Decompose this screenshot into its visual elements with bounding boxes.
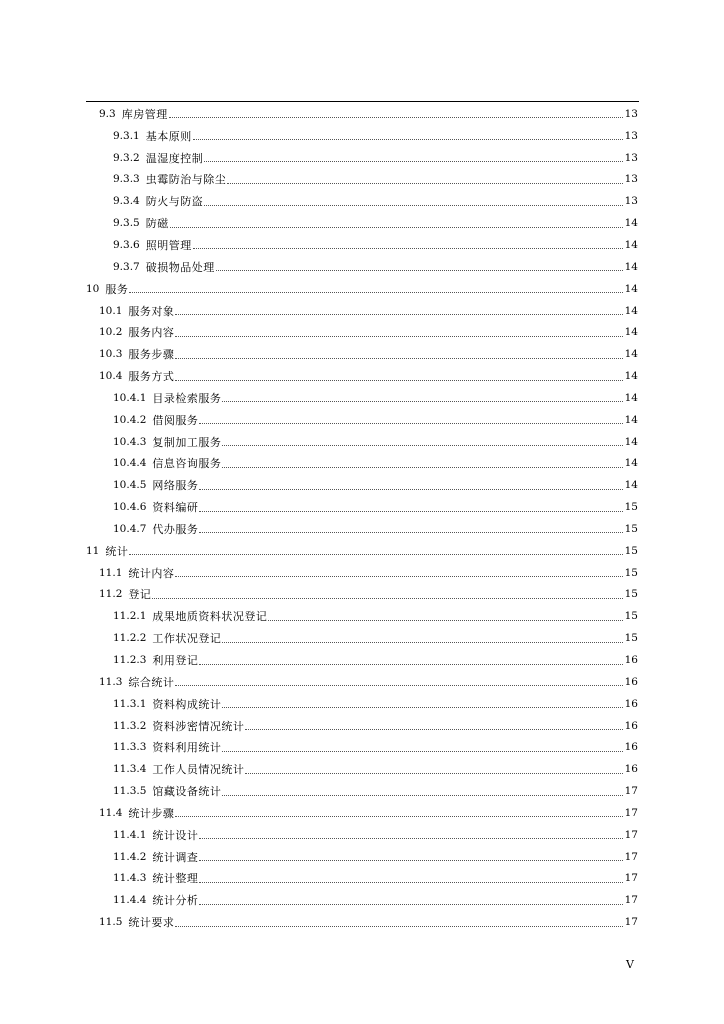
toc-section-number: 11.3.2 xyxy=(113,719,147,732)
header-rule xyxy=(86,101,639,102)
toc-section-title: 资料编研 xyxy=(152,501,199,515)
toc-dot-leader xyxy=(170,215,623,228)
toc-entry-link[interactable] xyxy=(113,605,638,627)
toc-page-number: 17 xyxy=(624,850,638,863)
toc-entry-link[interactable] xyxy=(99,802,638,824)
toc-page-number: 16 xyxy=(624,763,638,776)
toc-dot-leader xyxy=(175,324,623,337)
toc-row xyxy=(0,846,724,868)
toc-dot-leader xyxy=(193,236,623,249)
toc-entry-link[interactable] xyxy=(113,474,638,496)
toc-section-number: 11.4.3 xyxy=(113,872,147,885)
toc-row xyxy=(0,496,724,518)
toc-row xyxy=(0,103,724,125)
toc-entry-link[interactable] xyxy=(113,518,638,540)
toc-row xyxy=(0,518,724,540)
toc-dot-leader xyxy=(199,652,623,665)
toc-section-title: 资料涉密情况统计 xyxy=(152,719,245,733)
toc-row xyxy=(0,780,724,802)
toc-dot-leader xyxy=(175,368,623,381)
toc-section-title: 工作状况登记 xyxy=(152,632,222,646)
toc-dot-leader xyxy=(175,564,623,577)
toc-page-number: 15 xyxy=(624,566,638,579)
toc-entry-link[interactable] xyxy=(113,758,638,780)
toc-dot-leader xyxy=(152,586,623,599)
toc-row xyxy=(0,758,724,780)
toc-section-number: 11.4.1 xyxy=(113,828,147,841)
toc-entry-link[interactable] xyxy=(113,453,638,475)
toc-section-title: 统计要求 xyxy=(128,916,175,930)
toc-page-number: 17 xyxy=(624,872,638,885)
toc-entry-link[interactable] xyxy=(113,736,638,758)
toc-row xyxy=(0,365,724,387)
toc-dot-leader xyxy=(199,499,623,512)
toc-section-number: 9.3.2 xyxy=(113,151,140,164)
toc-entry-link[interactable] xyxy=(113,715,638,737)
toc-dot-leader xyxy=(227,171,623,184)
toc-row xyxy=(0,278,724,300)
toc-section-title: 库房管理 xyxy=(121,107,168,121)
toc-section-number: 10.4.6 xyxy=(113,501,147,514)
toc-page-number: 14 xyxy=(624,260,638,273)
toc-dot-leader xyxy=(199,826,623,839)
toc-page-number: 15 xyxy=(624,632,638,645)
toc-section-number: 11.3.4 xyxy=(113,763,147,776)
toc-row xyxy=(0,387,724,409)
toc-section-number: 10.2 xyxy=(99,326,123,339)
toc-section-number: 11.2 xyxy=(99,588,123,601)
toc-section-number: 11.2.3 xyxy=(113,654,147,667)
toc-page-number: 14 xyxy=(624,457,638,470)
toc-row xyxy=(0,824,724,846)
toc-dot-leader xyxy=(268,608,623,621)
toc-page-number: 14 xyxy=(624,304,638,317)
toc-page-number: 14 xyxy=(624,326,638,339)
toc-page-number: 17 xyxy=(624,916,638,929)
toc-section-number: 9.3.6 xyxy=(113,238,140,251)
toc-entry-link[interactable] xyxy=(113,409,638,431)
toc-row xyxy=(0,300,724,322)
toc-section-number: 9.3.3 xyxy=(113,173,140,186)
toc-row xyxy=(0,321,724,343)
toc-page-number: 15 xyxy=(624,544,638,557)
toc-page-number: 14 xyxy=(624,282,638,295)
toc-section-title: 目录检索服务 xyxy=(152,391,222,405)
toc-dot-leader xyxy=(175,302,623,315)
toc-section-number: 10.4 xyxy=(99,370,123,383)
toc-section-title: 温湿度控制 xyxy=(145,151,204,165)
toc-section-number: 10 xyxy=(86,282,100,295)
toc-section-title: 利用登记 xyxy=(152,654,199,668)
toc-page-number: 17 xyxy=(624,894,638,907)
toc-section-title: 借阅服务 xyxy=(152,413,199,427)
toc-row xyxy=(0,256,724,278)
toc-section-title: 服务内容 xyxy=(128,326,175,340)
toc-section-number: 11.4.4 xyxy=(113,894,147,907)
toc-section-title: 工作人员情况统计 xyxy=(152,763,245,777)
toc-entry-link[interactable] xyxy=(99,103,638,125)
toc-section-title: 资料构成统计 xyxy=(152,697,222,711)
toc-entry-link[interactable] xyxy=(86,540,638,562)
toc-row xyxy=(0,889,724,911)
toc-entry-link[interactable] xyxy=(99,321,638,343)
toc-dot-leader xyxy=(129,542,623,555)
toc-entry-link[interactable] xyxy=(99,300,638,322)
toc-section-title: 服务 xyxy=(105,282,129,296)
toc-section-title: 登记 xyxy=(128,588,152,602)
toc-dot-leader xyxy=(175,673,623,686)
toc-row xyxy=(0,431,724,453)
toc-entry-link[interactable] xyxy=(113,496,638,518)
toc-page-number: 17 xyxy=(624,785,638,798)
toc-entry-link[interactable] xyxy=(113,234,638,256)
toc-page-number: 14 xyxy=(624,348,638,361)
toc-page-number: 16 xyxy=(624,719,638,732)
toc-entry-link[interactable] xyxy=(113,190,638,212)
toc-row xyxy=(0,343,724,365)
toc-entry-link[interactable] xyxy=(99,671,638,693)
toc-row xyxy=(0,605,724,627)
toc-section-number: 9.3 xyxy=(99,107,116,120)
toc-dot-leader xyxy=(222,630,623,643)
toc-row xyxy=(0,868,724,890)
toc-entry-link[interactable] xyxy=(113,780,638,802)
toc-page-number: 14 xyxy=(624,413,638,426)
toc-dot-leader xyxy=(222,389,623,402)
toc-section-number: 10.4.5 xyxy=(113,479,147,492)
toc-page-number: 17 xyxy=(624,828,638,841)
toc-section-title: 虫霉防治与除尘 xyxy=(145,173,227,187)
toc-dot-leader xyxy=(222,455,623,468)
toc-section-number: 11.2.1 xyxy=(113,610,147,623)
toc-section-number: 11.3.1 xyxy=(113,697,147,710)
toc-page-number: 14 xyxy=(624,370,638,383)
toc-dot-leader xyxy=(199,870,623,883)
toc-dot-leader xyxy=(204,193,623,206)
toc-row xyxy=(0,736,724,758)
toc-section-title: 网络服务 xyxy=(152,479,199,493)
toc-page-number: 13 xyxy=(624,107,638,120)
toc-section-title: 馆藏设备统计 xyxy=(152,785,222,799)
toc-row xyxy=(0,693,724,715)
toc-entry-link[interactable] xyxy=(99,584,638,606)
toc-entry-link[interactable] xyxy=(99,343,638,365)
table-of-contents xyxy=(0,103,724,933)
toc-row xyxy=(0,409,724,431)
toc-row xyxy=(0,671,724,693)
toc-section-number: 11.4.2 xyxy=(113,850,147,863)
toc-entry-link[interactable] xyxy=(99,562,638,584)
toc-section-number: 10.4.2 xyxy=(113,413,147,426)
toc-row xyxy=(0,190,724,212)
toc-section-title: 防磁 xyxy=(145,217,169,231)
toc-section-number: 10.4.4 xyxy=(113,457,147,470)
toc-section-title: 照明管理 xyxy=(145,238,192,252)
toc-dot-leader xyxy=(216,258,623,271)
toc-section-number: 10.4.7 xyxy=(113,522,147,535)
toc-page-number: 14 xyxy=(624,391,638,404)
toc-page-number: 17 xyxy=(624,806,638,819)
toc-section-number: 11.1 xyxy=(99,566,123,579)
toc-section-number: 10.4.3 xyxy=(113,435,147,448)
toc-section-number: 10.3 xyxy=(99,348,123,361)
toc-page-number: 16 xyxy=(624,741,638,754)
toc-section-number: 9.3.1 xyxy=(113,129,140,142)
toc-row xyxy=(0,453,724,475)
toc-section-title: 统计整理 xyxy=(152,872,199,886)
toc-entry-link[interactable] xyxy=(113,868,638,890)
toc-entry-link[interactable] xyxy=(86,278,638,300)
toc-page-number: 13 xyxy=(624,195,638,208)
toc-dot-leader xyxy=(204,149,623,162)
toc-entry-link[interactable] xyxy=(113,387,638,409)
toc-entry-link[interactable] xyxy=(113,212,638,234)
toc-entry-link[interactable] xyxy=(113,846,638,868)
toc-dot-leader xyxy=(193,127,623,140)
toc-section-title: 统计分析 xyxy=(152,894,199,908)
toc-row xyxy=(0,911,724,933)
toc-section-number: 11.2.2 xyxy=(113,632,147,645)
toc-page-number: 15 xyxy=(624,522,638,535)
toc-row xyxy=(0,234,724,256)
toc-row xyxy=(0,212,724,234)
toc-section-title: 统计设计 xyxy=(152,828,199,842)
toc-section-number: 9.3.4 xyxy=(113,195,140,208)
toc-row xyxy=(0,715,724,737)
toc-page-number: 15 xyxy=(624,501,638,514)
toc-entry-link[interactable] xyxy=(113,256,638,278)
toc-dot-leader xyxy=(222,783,623,796)
toc-section-title: 防火与防盗 xyxy=(145,195,204,209)
toc-dot-leader xyxy=(175,914,623,927)
toc-section-number: 11.3 xyxy=(99,675,123,688)
toc-section-number: 11.3.3 xyxy=(113,741,147,754)
toc-dot-leader xyxy=(222,695,623,708)
toc-section-number: 11.4 xyxy=(99,806,123,819)
toc-page-number: 15 xyxy=(624,610,638,623)
toc-page-number: 14 xyxy=(624,238,638,251)
toc-entry-link[interactable] xyxy=(99,911,638,933)
toc-dot-leader xyxy=(199,477,623,490)
toc-dot-leader xyxy=(245,761,623,774)
toc-row xyxy=(0,584,724,606)
toc-page-number: 16 xyxy=(624,697,638,710)
toc-page-number: 14 xyxy=(624,479,638,492)
toc-row xyxy=(0,125,724,147)
toc-entry-link[interactable] xyxy=(113,125,638,147)
toc-section-title: 复制加工服务 xyxy=(152,435,222,449)
toc-dot-leader xyxy=(199,848,623,861)
toc-dot-leader xyxy=(199,411,623,424)
toc-section-title: 信息咨询服务 xyxy=(152,457,222,471)
toc-section-title: 服务步骤 xyxy=(128,348,175,362)
toc-dot-leader xyxy=(175,804,623,817)
toc-section-number: 11 xyxy=(86,544,100,557)
toc-section-title: 综合统计 xyxy=(128,675,175,689)
toc-section-title: 统计 xyxy=(105,544,129,558)
toc-dot-leader xyxy=(222,739,623,752)
toc-section-title: 破损物品处理 xyxy=(145,260,215,274)
toc-page-number: 13 xyxy=(624,151,638,164)
toc-dot-leader xyxy=(175,346,623,359)
toc-page-number: 14 xyxy=(624,217,638,230)
toc-row xyxy=(0,649,724,671)
toc-dot-leader xyxy=(245,717,623,730)
toc-section-title: 资料利用统计 xyxy=(152,741,222,755)
toc-page-number: 15 xyxy=(624,588,638,601)
toc-dot-leader xyxy=(199,520,623,533)
toc-section-number: 9.3.7 xyxy=(113,260,140,273)
toc-row xyxy=(0,147,724,169)
toc-entry-link[interactable] xyxy=(113,693,638,715)
toc-row xyxy=(0,540,724,562)
toc-section-title: 统计内容 xyxy=(128,566,175,580)
toc-section-number: 11.5 xyxy=(99,916,123,929)
toc-page-number: 13 xyxy=(624,129,638,142)
toc-entry-link[interactable] xyxy=(113,824,638,846)
toc-entry-link[interactable] xyxy=(113,169,638,191)
toc-dot-leader xyxy=(129,280,623,293)
toc-entry-link[interactable] xyxy=(99,365,638,387)
toc-section-title: 成果地质资料状况登记 xyxy=(152,610,268,624)
toc-section-title: 基本原则 xyxy=(145,129,192,143)
toc-section-number: 10.4.1 xyxy=(113,391,147,404)
toc-entry-link[interactable] xyxy=(113,889,638,911)
toc-row xyxy=(0,627,724,649)
toc-row xyxy=(0,562,724,584)
toc-dot-leader xyxy=(199,892,623,905)
toc-page-number: 14 xyxy=(624,435,638,448)
toc-entry-link[interactable] xyxy=(113,147,638,169)
toc-dot-leader xyxy=(169,105,623,118)
toc-entry-link[interactable] xyxy=(113,627,638,649)
toc-row xyxy=(0,474,724,496)
toc-section-title: 代办服务 xyxy=(152,522,199,536)
toc-section-title: 服务对象 xyxy=(128,304,175,318)
toc-page-number: 16 xyxy=(624,654,638,667)
toc-dot-leader xyxy=(222,433,623,446)
toc-row xyxy=(0,802,724,824)
toc-section-number: 10.1 xyxy=(99,304,123,317)
toc-entry-link[interactable] xyxy=(113,649,638,671)
toc-section-title: 统计调查 xyxy=(152,850,199,864)
toc-page-number: 16 xyxy=(624,675,638,688)
toc-entry-link[interactable] xyxy=(113,431,638,453)
toc-section-number: 9.3.5 xyxy=(113,217,140,230)
toc-section-number: 11.3.5 xyxy=(113,785,147,798)
toc-section-title: 服务方式 xyxy=(128,370,175,384)
toc-section-title: 统计步骤 xyxy=(128,806,175,820)
page-number: V xyxy=(626,958,634,971)
toc-page-number: 13 xyxy=(624,173,638,186)
toc-row xyxy=(0,169,724,191)
